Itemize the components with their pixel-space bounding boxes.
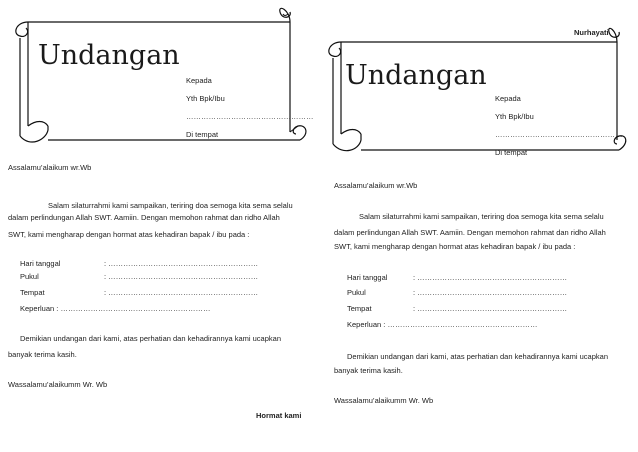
detail-label: Hari tanggal xyxy=(20,259,61,268)
paragraph-line: SWT, kami mengharap dengan hormat atas kehadiran bapak / ibu pada : xyxy=(334,242,576,251)
paragraph-line: banyak terima kasih. xyxy=(334,366,403,375)
greeting: Assalamu’alaikum wr.Wb xyxy=(8,163,92,172)
detail-value: : …………………………………………………… xyxy=(104,272,259,281)
paragraph-line: dalam perlindungan Allah SWT. Aamiin. Dengan memohon rahmat dan ridho Allah xyxy=(334,228,606,237)
recipient-block xyxy=(186,72,314,144)
recipient-dots: …………………………………………… xyxy=(495,130,623,139)
recipient-tempat: Di tempat xyxy=(186,130,219,139)
recipient-yth: Yth Bpk/Ibu xyxy=(186,94,225,103)
paragraph-line: banyak terima kasih. xyxy=(8,350,77,359)
paragraph-line: SWT, kami mengharap dengan hormat atas kehadiran bapak / ibu pada : xyxy=(8,230,250,239)
paragraph-line: dalam perlindungan Allah SWT. Aamiin. Dengan memohon rahmat dan ridho Allah xyxy=(8,213,280,222)
recipient-kepada: Kepada xyxy=(495,94,521,103)
detail-label: Tempat xyxy=(347,304,372,313)
paragraph-line: Salam silaturrahmi kami sampaikan, teriring doa semoga kita sema selalu xyxy=(48,201,293,210)
keperluan-line: Keperluan : …………………………………………………… xyxy=(347,320,538,329)
detail-value: : …………………………………………………… xyxy=(104,288,259,297)
signature: Hormat kami xyxy=(256,411,302,420)
paragraph-line: Salam silaturrahmi kami sampaikan, teriring doa semoga kita sema selalu xyxy=(359,212,604,221)
detail-label: Tempat xyxy=(20,288,45,297)
closing: Wassalamu’alaikumm Wr. Wb xyxy=(334,396,434,405)
greeting: Assalamu’alaikum wr.Wb xyxy=(334,181,418,190)
paragraph-line: Demikian undangan dari kami, atas perhatian dan kehadirannya kami ucapkan xyxy=(20,334,281,343)
detail-label: Pukul xyxy=(20,272,39,281)
detail-value: : …………………………………………………… xyxy=(413,288,568,297)
paragraph-line: Demikian undangan dari kami, atas perhatian dan kehadirannya kami ucapkan xyxy=(347,352,608,361)
sender-name: Nurhayati xyxy=(574,28,609,37)
detail-value: : …………………………………………………… xyxy=(104,259,259,268)
detail-label: Pukul xyxy=(347,288,366,297)
invitation-title: Undangan xyxy=(38,40,180,71)
recipient-block xyxy=(495,90,623,162)
keperluan-line: Keperluan : …………………………………………………… xyxy=(20,304,211,313)
closing: Wassalamu’alaikumm Wr. Wb xyxy=(8,380,108,389)
detail-label: Hari tanggal xyxy=(347,273,388,282)
detail-value: : …………………………………………………… xyxy=(413,304,568,313)
invitation-card-right xyxy=(319,0,638,452)
recipient-dots: …………………………………………… xyxy=(186,112,314,121)
recipient-tempat: Di tempat xyxy=(495,148,528,157)
invitation-title: Undangan xyxy=(345,60,487,91)
detail-value: : …………………………………………………… xyxy=(413,273,568,282)
recipient-kepada: Kepada xyxy=(186,76,212,85)
recipient-yth: Yth Bpk/Ibu xyxy=(495,112,534,121)
